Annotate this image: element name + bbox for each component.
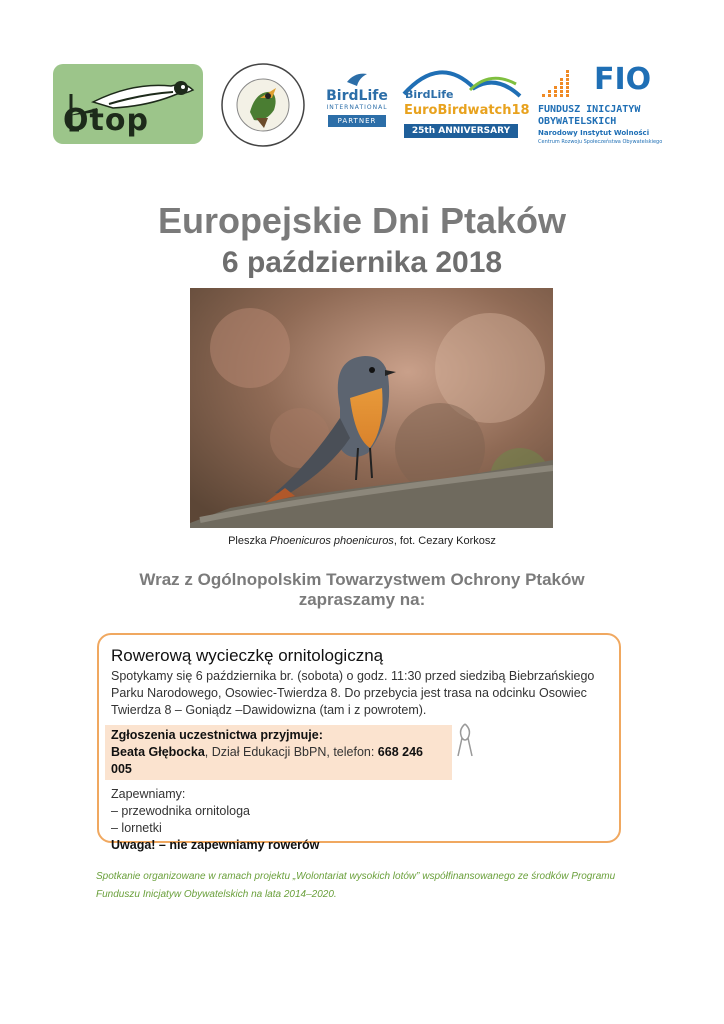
logo-bar (0, 60, 724, 150)
birdlife-partner-logo (324, 68, 390, 144)
caption-prefix: Pleszka (228, 535, 270, 547)
fio-line-2: OBYWATELSKICH (538, 116, 617, 127)
registration-highlight (105, 725, 452, 780)
footer-note: Spotkanie organizowane w ramach projektu „Wolontariat wysokich lotów” współfinansowanego ze środków Programu Funduszu Inicjatyw Obywatelskich na lata 2014–2020. (96, 871, 616, 900)
bpn-seal-icon (220, 62, 306, 148)
event-box (97, 633, 621, 852)
ebw-birdlife: BirdLife (405, 88, 454, 101)
warning (111, 837, 607, 854)
birdlife-sub: INTERNATIONAL (326, 104, 388, 111)
redstart-photo (190, 288, 553, 528)
registration-contact (111, 744, 446, 778)
event-description: Spotykamy się 6 października br. (sobota) o godz. 11:30 przed siedzibą Biebrzańskiego Parku Narodowego, Osowiec-Twierdza 8. Do przebycia jest trasa na odcinku Osowiec Twierdza 8 – Goniądz –Dawidowizna (tam i z powrotem). (111, 669, 595, 717)
provide-label: Zapewniamy: (111, 787, 186, 801)
invite-text (0, 570, 724, 610)
otop-wordmark: Otop (63, 103, 149, 138)
invite-line-1: Wraz z Ogólnopolskim Towarzystwem Ochrony Ptaków (139, 570, 585, 589)
caption-suffix: , fot. Cezary Korkosz (393, 535, 496, 547)
fio-line-1: FUNDUSZ INICJATYW (538, 104, 641, 115)
event-date: 6 października 2018 (221, 246, 503, 279)
ribbon-icon (454, 722, 476, 758)
fio-line-4: Centrum Rozwoju Społeczeństwa Obywatelskiego (538, 139, 663, 145)
warning-label: Uwaga! – (111, 838, 170, 852)
birdlife-name: BirdLife (326, 88, 388, 104)
warning-text: nie zapewniamy rowerów (169, 838, 320, 852)
bpn-logo (220, 62, 306, 148)
redstart-bird-image (190, 288, 553, 528)
contact-name: Beata Głębocka (111, 745, 205, 759)
fio-logo (538, 62, 678, 150)
invite-line-2: zapraszamy na: (298, 590, 426, 609)
registration-label: Zgłoszenia uczestnictwa przyjmuje: (111, 728, 323, 742)
birdlife-bird-icon (345, 70, 369, 88)
eurobirdwatch-logo (400, 60, 530, 148)
ebw-anniversary: 25th ANNIVERSARY (404, 124, 518, 138)
provide-item: – przewodnika ornitologa (111, 804, 250, 818)
photo-caption (0, 535, 724, 547)
fio-line-3: Narodowy Instytut Wolności (538, 129, 650, 137)
contact-dept: , Dział Edukacji BbPN, telefon: (204, 745, 378, 759)
ebw-title: EuroBirdwatch18 (404, 103, 530, 118)
event-title: Rowerową wycieczkę ornitologiczną (111, 646, 384, 665)
page-title: Europejskie Dni Ptaków (157, 200, 567, 241)
caption-species: Phoenicuros phoenicuros (269, 535, 394, 547)
contact-phone: 668 246 005 (111, 745, 423, 776)
birdlife-badge: PARTNER (328, 115, 386, 127)
fio-acronym: FIO (594, 62, 652, 97)
provide-item: – lornetki (111, 821, 162, 835)
otop-logo (53, 64, 203, 144)
fio-dots-icon (538, 64, 592, 104)
